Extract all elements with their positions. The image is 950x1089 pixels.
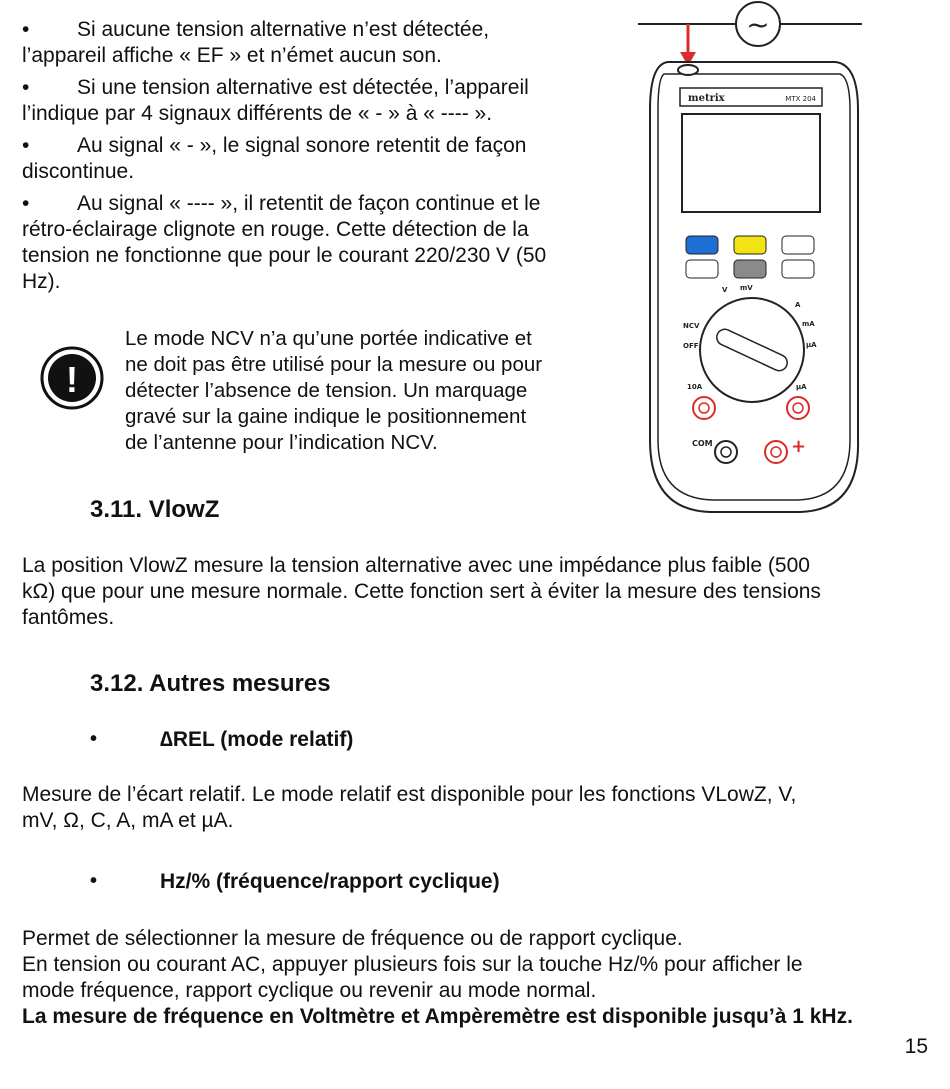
warning-icon — [40, 346, 104, 410]
dial-label: µA — [806, 341, 817, 349]
svg-text:!: ! — [66, 359, 78, 400]
bullet-text-line: l’appareil affiche « EF » et n’émet aucun son. — [22, 44, 442, 67]
bullet-text-line: Si une tension alternative est détectée, l’appareil — [77, 76, 529, 99]
warning-line: gravé sur la gaine indique le positionnement — [125, 405, 527, 428]
button-yellow — [734, 236, 766, 254]
bullet-text-line: tension ne fonctionne que pour le courant 220/230 V (50 — [22, 244, 547, 267]
paragraph-line: kΩ) que pour une mesure normale. Cette fonction sert à éviter la mesure des tensions — [22, 580, 821, 603]
bullet-mark: • — [22, 18, 30, 41]
dial-label: V — [722, 286, 728, 294]
paragraph-line: mV, Ω, C, A, mA et µA. — [22, 809, 234, 832]
bullet-mark: • — [90, 870, 98, 892]
bullet-text-line: Si aucune tension alternative n’est détectée, — [77, 18, 490, 41]
bullet-item — [22, 17, 604, 69]
multimeter-illustration — [630, 0, 870, 520]
subheading-title: ∆REL (mode relatif) — [160, 728, 354, 751]
page-number: 15 — [904, 1035, 928, 1058]
bullet-text-line: rétro-éclairage clignote en rouge. Cette détection de la — [22, 218, 529, 241]
bullet-text-line: Hz). — [22, 270, 61, 293]
bullet-mark: • — [22, 192, 30, 215]
lcd-display — [682, 114, 820, 212]
subheading-title: Hz/% (fréquence/rapport cyclique) — [160, 870, 500, 893]
dial-label: NCV — [683, 322, 700, 330]
button-white — [686, 260, 718, 278]
ac-sine-symbol: ~ — [746, 8, 770, 41]
dial-label: 10A — [687, 383, 703, 391]
bullet-text-line: Au signal « - », le signal sonore retentit de façon — [77, 134, 527, 157]
brand-label: metrix — [688, 93, 725, 104]
subheading-rel — [0, 728, 950, 756]
paragraph-line: Permet de sélectionner la mesure de fréquence ou de rapport cyclique. — [22, 927, 683, 950]
bullet-item — [22, 191, 604, 295]
bullet-list — [22, 17, 604, 295]
dial-label: µA — [796, 383, 807, 391]
bullet-item — [22, 133, 604, 185]
warning-line: de l’antenne pour l’indication NCV. — [125, 431, 438, 454]
button-white — [782, 260, 814, 278]
paragraph-line: Mesure de l’écart relatif. Le mode relatif est disponible pour les fonctions VLowZ, V, — [22, 783, 797, 806]
warning-line: détecter l’absence de tension. Un marquage — [125, 379, 528, 402]
com-label: COM — [692, 439, 713, 448]
dial-label: A — [795, 301, 801, 309]
rel-paragraph — [22, 782, 912, 834]
hz-paragraph — [22, 926, 912, 1030]
warning-line: Le mode NCV n’a qu’une portée indicative et — [125, 327, 532, 350]
model-label: MTX 204 — [785, 95, 816, 103]
bullet-text-line: l’indique par 4 signaux différents de « - » à « ---- ». — [22, 102, 493, 125]
bullet-mark: • — [22, 134, 30, 157]
paragraph-line: En tension ou courant AC, appuyer plusieurs fois sur la touche Hz/% pour afficher le — [22, 953, 803, 976]
subheading-hz — [0, 870, 950, 898]
button-blue — [686, 236, 718, 254]
paragraph-line: La position VlowZ mesure la tension alternative avec une impédance plus faible (500 — [22, 554, 810, 577]
section-paragraph — [22, 553, 912, 631]
bullet-item — [22, 75, 604, 127]
bullet-text-line: Au signal « ---- », il retentit de façon continue et le — [77, 192, 541, 215]
dial-label: mV — [740, 284, 753, 292]
bullet-mark: • — [22, 76, 30, 99]
plus-label: + — [791, 436, 807, 457]
section-heading: 3.12. Autres mesures — [90, 670, 331, 697]
warning-line: ne doit pas être utilisé pour la mesure ou pour — [125, 353, 543, 376]
section-heading: 3.11. VlowZ — [90, 496, 220, 523]
paragraph-line: La mesure de fréquence en Voltmètre et Ampèremètre est disponible jusqu’à 1 kHz. — [22, 1005, 853, 1028]
dial-label: OFF — [683, 342, 699, 350]
paragraph-line: mode fréquence, rapport cyclique ou revenir au mode normal. — [22, 979, 597, 1002]
dial-label: mA — [802, 320, 815, 328]
bullet-mark: • — [90, 728, 98, 750]
ncv-warning-text — [125, 326, 605, 456]
paragraph-line: fantômes. — [22, 606, 115, 629]
bullet-text-line: discontinue. — [22, 160, 135, 183]
button-white — [782, 236, 814, 254]
button-gray — [734, 260, 766, 278]
ncv-sensor — [678, 65, 698, 75]
